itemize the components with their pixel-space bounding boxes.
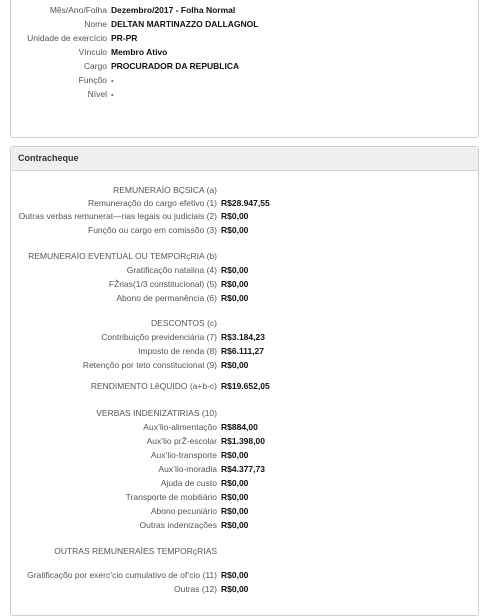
contracheque-value: R$0,00 — [221, 225, 249, 235]
contracheque-value: R$0,00 — [221, 360, 249, 370]
contracheque-label: Aux’lio-alimentaçõo — [143, 422, 217, 432]
contracheque-label: FŽrias(1/3 constitucional) (5) — [108, 279, 217, 289]
contracheque-label: Ajuda de custo — [160, 478, 217, 488]
contracheque-label: Transporte de mobiliário — [125, 492, 217, 502]
contracheque-value: R$0,00 — [221, 279, 249, 289]
contracheque-label: Outras (12) — [174, 584, 217, 594]
contracheque-label: Imposto de renda (8) — [138, 346, 217, 356]
contracheque-label: Funçõo ou cargo em comissõo (3) — [88, 225, 217, 235]
info-label: Vínculo — [78, 47, 107, 57]
contracheque-value: R$0,00 — [221, 506, 249, 516]
info-panel — [10, 0, 479, 138]
contracheque-value: R$6.111,27 — [221, 346, 265, 356]
contracheque-value: R$884,00 — [221, 422, 258, 432]
info-label: Mês/Ano/Folha — [49, 5, 107, 15]
contracheque-value: R$0,00 — [221, 211, 249, 221]
contracheque-label: RENDIMENTO LêQUIDO (a+b-c) — [90, 381, 217, 391]
info-value: PR-PR — [111, 33, 138, 43]
info-value: DELTAN MARTINAZZO DALLAGNOL — [111, 19, 259, 29]
contracheque-value: R$0,00 — [221, 492, 249, 502]
contracheque-value: R$0,00 — [221, 570, 249, 580]
contracheque-value: R$0,00 — [221, 478, 249, 488]
section-title: OUTRAS REMUNERAÌES TEMPORçRIAS — [54, 546, 217, 556]
contracheque-value: R$4.377,73 — [221, 464, 265, 474]
info-value: - — [111, 75, 114, 85]
contracheque-label: Outras indenizações — [139, 520, 217, 530]
contracheque-value: R$0,00 — [221, 584, 249, 594]
contracheque-label: Gratificaçõo natalina (4) — [126, 265, 217, 275]
contracheque-label: Aux’lio-moradia — [158, 464, 217, 474]
section-title: DESCONTOS (c) — [151, 318, 217, 328]
info-label: Nome — [84, 19, 107, 29]
contracheque-value: R$0,00 — [221, 520, 249, 530]
section-title: REMUNERAÌO BÇSICA (a) — [113, 185, 217, 195]
contracheque-value: R$28.947,55 — [221, 198, 270, 208]
info-label: Funçõo — [78, 75, 107, 85]
contracheque-value: R$0,00 — [221, 265, 249, 275]
contracheque-value: R$3.184,23 — [221, 332, 265, 342]
contracheque-label: Contribuiçõo previdenciária (7) — [101, 332, 217, 342]
contracheque-value: R$0,00 — [221, 450, 249, 460]
contracheque-label: Outras verbas remunerat—rias legais ou judiciais (2) — [18, 211, 217, 221]
info-value: Dezembro/2017 - Folha Normal — [111, 5, 236, 15]
contracheque-label: Gratificaçõo por exerc’cio cumulativo de of’cio (11) — [27, 570, 217, 580]
section-title: VERBAS INDENIZATîRIAS (10) — [96, 408, 217, 418]
info-label: Unidade de exercício — [27, 33, 107, 43]
contracheque-label: Retençõo por teto constitucional (9) — [82, 360, 217, 370]
contracheque-value: R$1.398,00 — [221, 436, 265, 446]
info-value: PROCURADOR DA REPUBLICA — [111, 61, 240, 71]
info-label: Nível — [87, 89, 107, 99]
contracheque-header: Contracheque — [11, 147, 478, 171]
info-value: Membro Ativo — [111, 47, 168, 57]
section-title: REMUNERAÌO EVENTUAL OU TEMPORçRIA (b) — [28, 251, 217, 261]
contracheque-label: Aux’lio prŽ-escolar — [146, 436, 217, 446]
contracheque-value: R$0,00 — [221, 293, 249, 303]
contracheque-panel — [10, 146, 479, 616]
contracheque-label: Abono pecuniário — [150, 506, 217, 516]
info-value: - — [111, 89, 114, 99]
contracheque-label: Remuneraçõo do cargo efetivo (1) — [88, 198, 217, 208]
contracheque-label: Aux’lio-transporte — [150, 450, 217, 460]
info-label: Cargo — [83, 61, 107, 71]
contracheque-value: R$19.652,05 — [221, 381, 270, 391]
contracheque-label: Abono de permanência (6) — [116, 293, 217, 303]
